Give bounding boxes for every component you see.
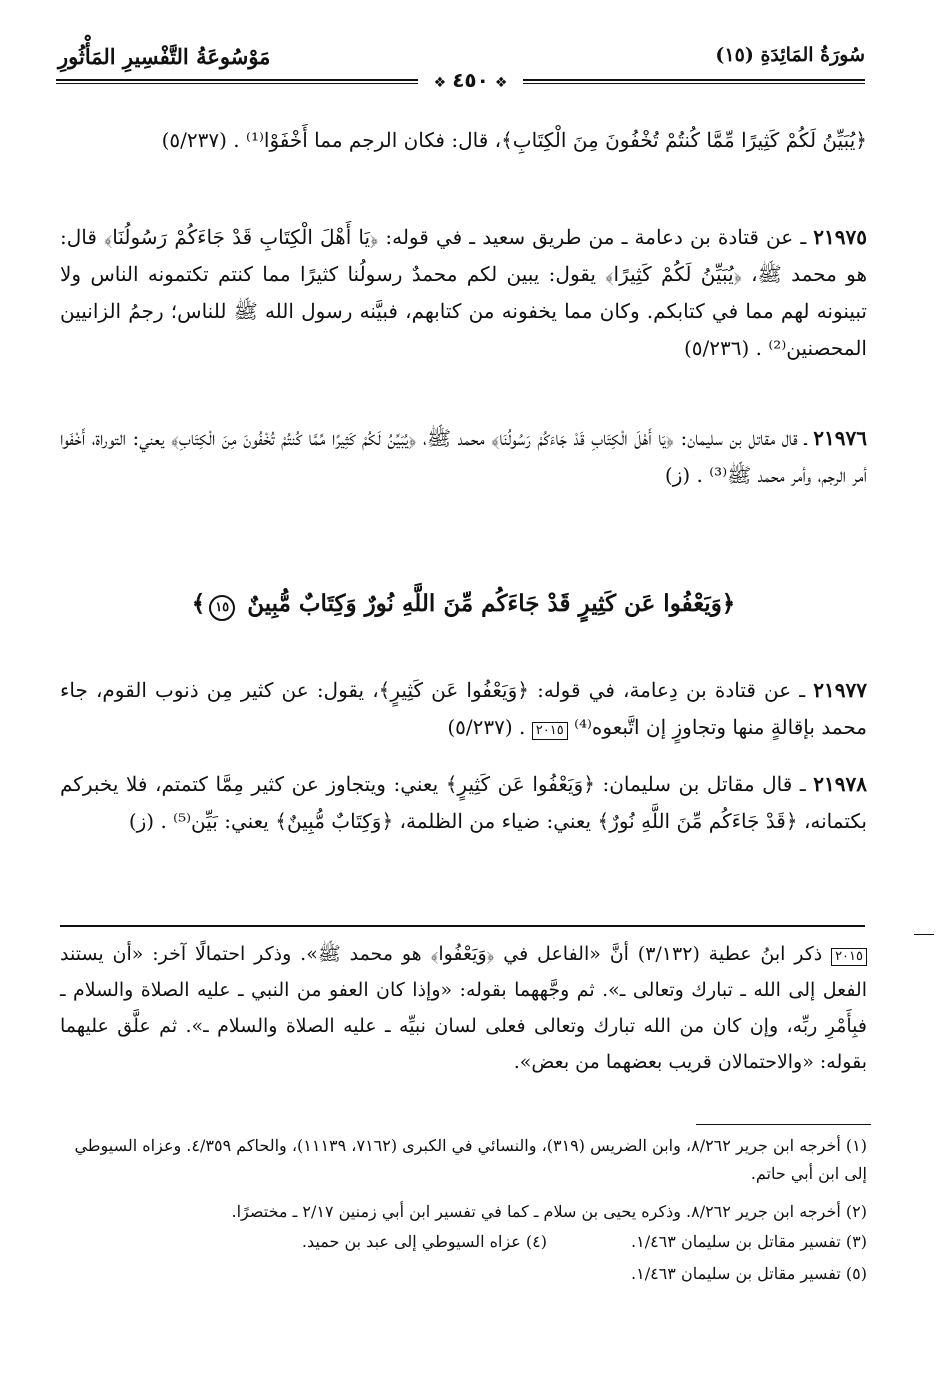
book-title: مَوْسُوعَةُ التَّفْسِيرِ المَأْثُورِ (58, 44, 271, 69)
footnote-3: (٣) تفسير مقاتل بن سليمان ١/٤٦٣. (631, 1232, 867, 1251)
narration-number: ٢١٩٧٦ (813, 426, 868, 450)
source-ref: . (٥/٢٣٧) (447, 715, 526, 739)
footnote-1: (١) أخرجه ابن جرير ٨/٢٦٢، وابن الضريس (٣١٩)، والنسائي في الكبرى (٧١٦٢، ١١١٣٩)، والحاكم ٤/٣٥٩. وعزاه السيوطي إلى ابن أبي حاتم. (74, 1136, 867, 1183)
verse-number: ١٥ (209, 595, 235, 621)
quran-verse (60, 590, 867, 621)
footnote-5: (٥) تفسير مقاتل بن سليمان ١/٤٦٣. (631, 1264, 867, 1283)
paragraph-text: ﴿يُبَيِّنُ لَكُمْ كَثِيرًا مِّمَّا كُنتُمْ تُخْفُونَ مِنَ الْكِتَابِ﴾، قال: فكان الرجم مما أَخْفَوْا⁽¹⁾ . (233, 128, 867, 152)
commentary-separator (60, 925, 865, 927)
footnote-row-3-4 (60, 1228, 867, 1256)
narration-number: ٢١٩٧٨ (813, 772, 868, 796)
ornament-icon: ❖ (433, 75, 447, 91)
commentary-ref-box[interactable]: ٢٠١٥ (532, 722, 568, 740)
source-ref: (٥/٢٣٦) (683, 336, 750, 360)
verse-text: ﴿وَيَعْفُوا عَن كَثِيرٍ قَدْ جَاءَكُم مِّنَ اللَّهِ نُورٌ وَكِتَابٌ مُّبِينٌ (247, 590, 736, 617)
verse-close: ﴾ (191, 590, 206, 617)
paragraph-continuation (60, 122, 867, 159)
paragraph-21976 (60, 420, 867, 494)
margin-tick (914, 934, 934, 935)
commentary-note (60, 936, 867, 1080)
narration-number: ٢١٩٧٥ (813, 225, 868, 249)
source-ref: (٥/٢٣٧) (161, 128, 227, 152)
paragraph-21978 (60, 766, 867, 840)
footnote-4: (٤) عزاه السيوطي إلى عبد بن حميد. (301, 1232, 547, 1251)
paragraph-21977 (60, 672, 867, 746)
paragraph-text: ـ عن قتادة بن دعامة ـ من طريق سعيد ـ في قوله: ﴿يَا أَهْلَ الْكِتَابِ قَدْ جَاءَكُمْ رَسُولُنَا﴾ قال: هو محمد ﷺ، ﴿يُبَيِّنُ لَكُمْ كَثِيرًا﴾ يقول: يبين لكم محمدٌ رسولُنا كثيرًا مما كنتم تكتمونه الناس ولا تبينونه لهم مما في كتابكم. وكان مما يخفونه من كتابهم، فبيَّنه رسول الله ﷺ للناس؛ رجمُ الزانيين المحصنين⁽²⁾ . (60, 225, 867, 360)
source-ref: (ز) (664, 463, 691, 487)
page-number-wrap (0, 68, 941, 92)
commentary-text: ذكر ابنُ عطية (٣/١٣٢) أنَّ «الفاعل في ﴿وَيَعْفُوا﴾ هو محمد ﷺ». وذكر احتمالًا آخر: «أن يستند الفعل إلى الله ـ تبارك وتعالى ـ». ثم وجَّههما بقوله: «وإذا كان العفو من النبي ـ عليه الصلاة والسلام ـ فبِأَمْرِ ربِّه، وإن كان من الله تبارك وتعالى فعلى لسان نبيِّه ـ عليه الصلاة والسلام ـ». ثم علَّق عليهما بقوله: «والاحتمالان قريب بعضهما من بعض». (60, 943, 867, 1073)
page-number-value: ٤٥٠ (452, 68, 489, 92)
paragraph-text: ـ قال مقاتل بن سليمان: ﴿يَا أَهْلَ الْكِتَابِ قَدْ جَاءَكُمْ رَسُولُنَا﴾ محمد ﷺ، ﴿يُبَيِّنُ لَكُمْ كَثِيرًا مِّمَّا كُنتُمْ تُخْفُونَ مِنَ الْكِتَابِ﴾ يعني: التوراة، أَخْفَوا أمر الرجم، وأمر محمد ﷺ⁽³⁾ . (60, 426, 867, 487)
source-ref: (ز) (128, 809, 155, 833)
commentary-box-label: ٢٠١٥ (831, 948, 867, 966)
ornament-icon: ❖ (494, 75, 508, 91)
paragraph-21975 (60, 219, 867, 367)
surah-header: سُورَةُ المَائِدَةِ (١٥) (715, 44, 865, 66)
footnote-2: (٢) أخرجه ابن جرير ٨/٢٦٢. وذكره يحيى بن سلام ـ كما في تفسير ابن أبي زمنين ٢/١٧ ـ مختصرًا. (231, 1202, 867, 1221)
paragraph-text: ـ قال مقاتل بن سليمان: ﴿وَيَعْفُوا عَن كَثِيرٍ﴾ يعني: ويتجاوز عن كثير مِمَّا كتمتم، فلا يخبركم بكتمانه، ﴿قَدْ جَاءَكُم مِّنَ اللَّهِ نُورٌ﴾ يعني: ضياء من الظلمة، ﴿وَكِتَابٌ مُّبِينٌ﴾ يعني: بَيِّن⁽⁵⁾ . (60, 772, 867, 833)
footnote-rule (696, 1124, 871, 1125)
narration-number: ٢١٩٧٧ (813, 678, 868, 702)
paragraph-text: ـ عن قتادة بن دِعامة، في قوله: ﴿وَيَعْفُوا عَن كَثِيرٍ﴾، يقول: عن كثير مِن ذنوب القوم، جاء محمد بإقالةٍ منها وتجاوزٍ إن اتَّبعوه⁽⁴⁾ (60, 678, 867, 739)
page-number (418, 68, 524, 92)
